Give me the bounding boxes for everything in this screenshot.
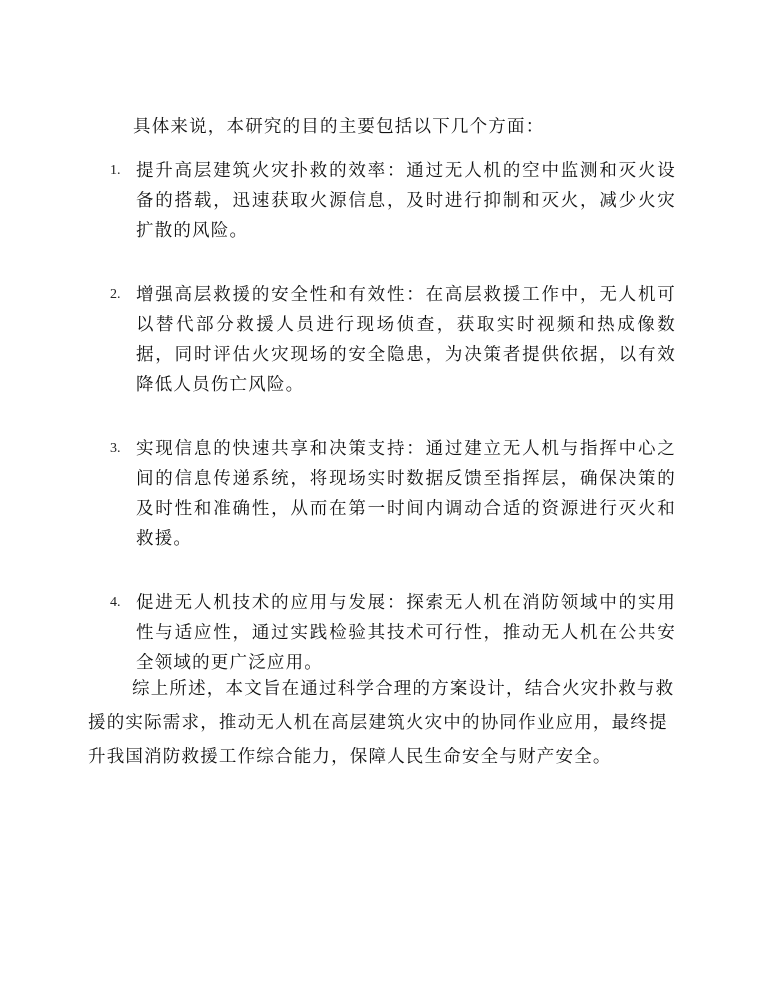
list-item-text: 促进无人机技术的应用与发展：探索无人机在消防领域中的实用性与适应性，通过实践检验其技术可行性，推动无人机在公共安全领域的更广泛应用。: [136, 593, 676, 673]
list-item: [110, 434, 676, 554]
list-item-text: 实现信息的快速共享和决策支持：通过建立无人机与指挥中心之间的信息传递系统，将现场实时数据反馈至指挥层，确保决策的及时性和准确性，从而在第一时间内调动合适的资源进行灭火和救援。: [136, 439, 676, 549]
list-item-text: 增强高层救援的安全性和有效性：在高层救援工作中，无人机可以替代部分救援人员进行现场侦查，获取实时视频和热成像数据，同时评估火灾现场的安全隐患，为决策者提供依据，以有效降低人员伤亡风险。: [136, 285, 676, 395]
list-item: [110, 156, 676, 246]
list-item-number: 3.: [110, 441, 121, 456]
list-item-number: 2.: [110, 287, 121, 302]
list-item: [110, 280, 676, 400]
summary-paragraph: 综上所述，本文旨在通过科学合理的方案设计，结合火灾扑救与救援的实际需求，推动无人机在高层建筑火灾中的协同作业应用，最终提升我国消防救援工作综合能力，保障人民生命安全与财产安全。: [88, 679, 675, 767]
intro-paragraph: 具体来说，本研究的目的主要包括以下几个方面：: [133, 117, 545, 137]
list-item-number: 4.: [110, 595, 121, 610]
list-item-text: 提升高层建筑火灾扑救的效率：通过无人机的空中监测和灭火设备的搭载，迅速获取火源信息，及时进行抑制和灭火，减少火灾扩散的风险。: [136, 161, 676, 241]
list-item: [110, 588, 676, 678]
list-item-number: 1.: [110, 163, 121, 178]
